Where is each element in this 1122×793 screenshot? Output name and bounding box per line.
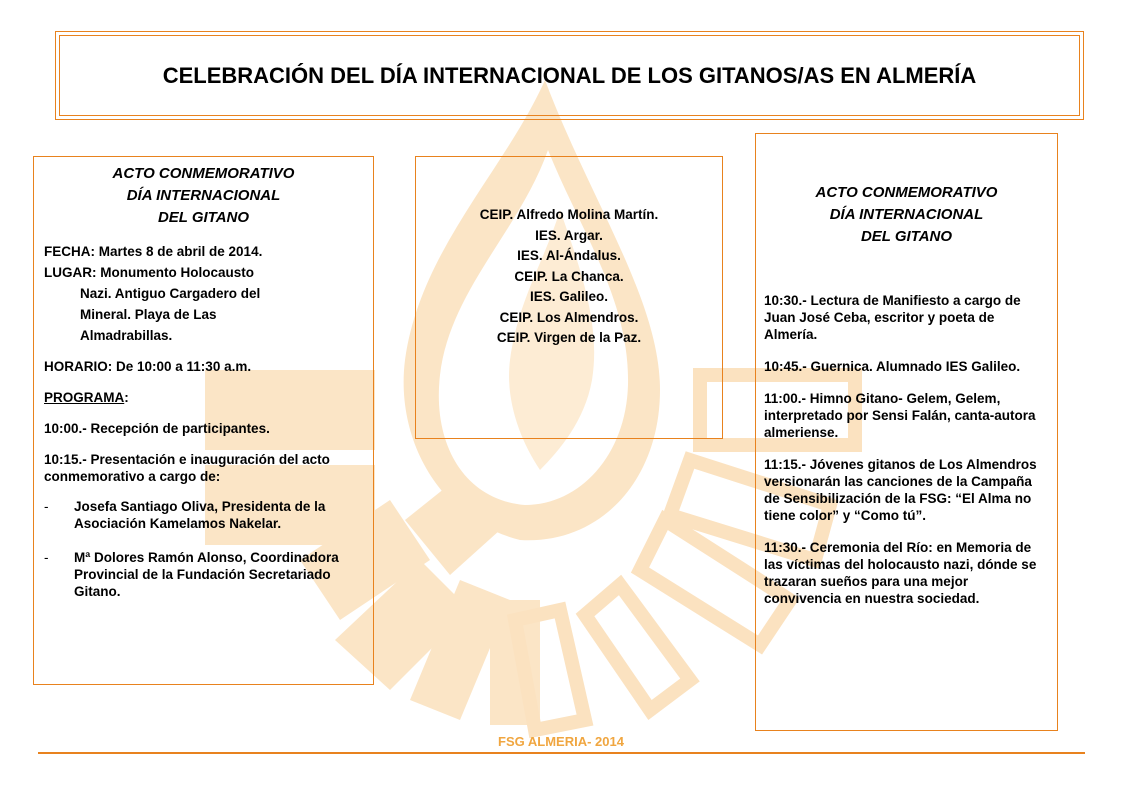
lugar-line: LUGAR: Monumento Holocausto (44, 265, 254, 280)
bullet-dash: - (44, 550, 49, 565)
left-program-panel (33, 156, 374, 685)
list-item: CEIP. Virgen de la Paz. (496, 330, 642, 345)
heading-line: DÍA INTERNACIONAL (126, 187, 281, 204)
list-item: IES. Argar. (535, 227, 603, 243)
schools-list (416, 205, 722, 349)
list-item: CEIP. Los Almendros. (499, 309, 639, 325)
program-item: 11:00.- Himno Gitano- Gelem, Gelem, interpretado por Sensi Falán, canta-autora almeriense. (764, 391, 1036, 440)
list-item: CEIP. Alfredo Molina Martín. (479, 207, 659, 222)
heading-line: DEL GITANO (860, 228, 953, 245)
fecha-line: FECHA: Martes 8 de abril de 2014. (44, 244, 263, 259)
title-box (55, 31, 1084, 120)
left-panel-heading (44, 163, 363, 229)
right-program-panel (755, 133, 1058, 731)
right-panel-heading (764, 182, 1049, 248)
footer-label: FSG ALMERIA- 2014 (498, 734, 624, 749)
list-item (44, 549, 363, 600)
program-item: 11:30.- Ceremonia del Río: en Memoria de las víctimas del holocausto nazi, dónde se trazaran sueños para una mejor convivencia en nuestra sociedad. (764, 540, 1037, 606)
heading-line: ACTO CONMEMORATIVO (815, 184, 998, 201)
programa-label: PROGRAMA (44, 390, 125, 405)
program-item: 10:45.- Guernica. Alumnado IES Galileo. (764, 359, 1021, 374)
schools-panel (415, 156, 723, 439)
title-inner-frame (59, 35, 1080, 116)
horario-line: HORARIO: De 10:00 a 11:30 a.m. (44, 359, 252, 374)
lugar-line: Almadrabillas. (80, 328, 173, 343)
program-item: 11:15.- Jóvenes gitanos de Los Almendros versionarán las canciones de la Campaña de Sensibilización de la FSG: “El Alma no tiene color” y “Como tú”. (764, 457, 1037, 523)
bullet-text: Josefa Santiago Oliva, Presidenta de la Asociación Kamelamos Nakelar. (74, 499, 326, 531)
heading-line: ACTO CONMEMORATIVO (112, 165, 295, 182)
list-item: IES. Al-Ándalus. (517, 248, 621, 263)
list-item (44, 498, 363, 532)
programa-heading (44, 389, 363, 406)
heading-line: DÍA INTERNACIONAL (829, 206, 984, 223)
list-item: CEIP. La Chanca. (514, 268, 624, 284)
program-item: 10:15.- Presentación e inauguración del acto conmemorativo a cargo de: (44, 452, 330, 484)
lugar-line: Mineral. Playa de Las (80, 307, 217, 322)
program-item: 10:30.- Lectura de Manifiesto a cargo de Juan José Ceba, escritor y poeta de Almería. (764, 293, 1021, 342)
bullet-text: Mª Dolores Ramón Alonso, Coordinadora Provincial de la Fundación Secretariado Gitano. (74, 550, 339, 599)
footer-divider (38, 752, 1085, 754)
page-title: CELEBRACIÓN DEL DÍA INTERNACIONAL DE LOS GITANOS/AS EN ALMERÍA (162, 62, 977, 88)
list-item: IES. Galileo. (529, 289, 609, 304)
program-item: 10:00.- Recepción de participantes. (44, 421, 270, 436)
bullet-dash: - (44, 499, 49, 514)
programa-colon: : (124, 390, 129, 405)
lugar-line: Nazi. Antiguo Cargadero del (80, 286, 261, 301)
heading-line: DEL GITANO (157, 209, 250, 226)
